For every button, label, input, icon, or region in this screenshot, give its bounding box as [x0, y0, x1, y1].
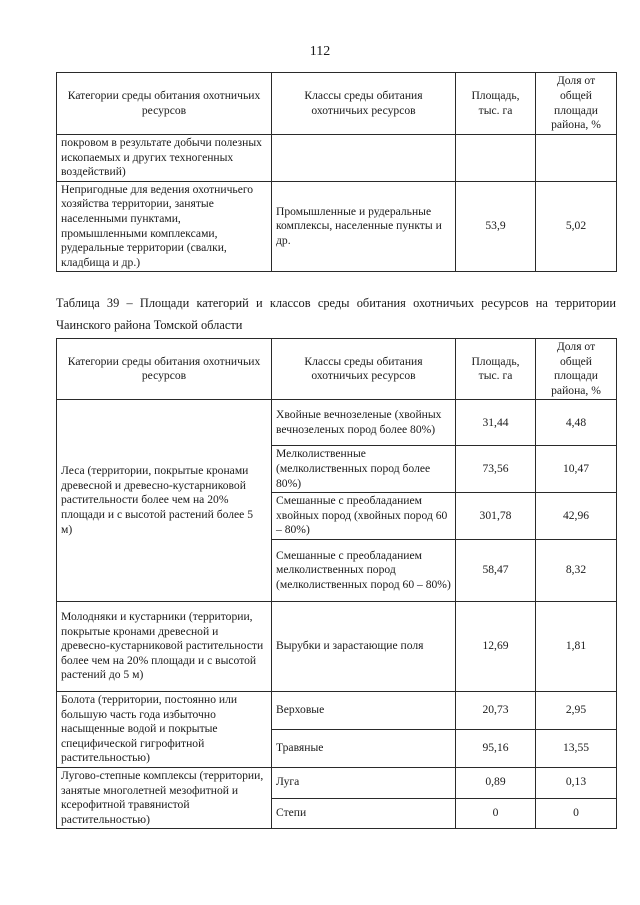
share-cell: 10,47 — [536, 446, 617, 493]
table-row — [57, 135, 617, 182]
class-cell: Хвойные вечнозеленые (хвойных вечнозеленых пород более 80%) — [272, 400, 456, 446]
area-cell: 31,44 — [456, 400, 536, 446]
class-cell: Мелколиственные (мелколиственных пород более 80%) — [272, 446, 456, 493]
header-classes: Классы среды обитания охотничьих ресурсов — [272, 73, 456, 135]
share-cell: 8,32 — [536, 539, 617, 601]
table-row — [57, 400, 617, 446]
area-cell: 12,69 — [456, 601, 536, 691]
share-cell: 2,95 — [536, 691, 617, 729]
category-cell: Непригодные для ведения охотничьего хозяйства территории, занятые населенными пунктами, промышленными комплексами, рудеральные территории (свалки, кладбища и др.) — [57, 181, 272, 272]
category-cell: Молодняки и кустарники (территории, покрытые кронами древесной и древесно-кустарниковой растительности более чем на 20% площади и с высотой растений до 5 м) — [57, 601, 272, 691]
header-area: Площадь, тыс. га — [456, 73, 536, 135]
category-cell: Болота (территории, постоянно или большую часть года избыточно насыщенные водой и покрытые специфической гигрофитной растительностью) — [57, 691, 272, 767]
area-cell: 95,16 — [456, 729, 536, 767]
area-cell: 58,47 — [456, 539, 536, 601]
class-cell: Травяные — [272, 729, 456, 767]
share-cell: 5,02 — [536, 181, 617, 272]
header-categories: Категории среды обитания охотничьих ресурсов — [57, 339, 272, 400]
class-cell: Смешанные с преобладанием хвойных пород (хвойных пород 60 – 80%) — [272, 493, 456, 540]
header-area: Площадь, тыс. га — [456, 339, 536, 400]
share-cell: 4,48 — [536, 400, 617, 446]
table-caption: Таблица 39 – Площади категорий и классов среды обитания охотничьих ресурсов на территории — [56, 296, 616, 310]
header-share: Доля от общей площади района, % — [536, 339, 617, 400]
class-cell — [272, 135, 456, 182]
class-cell: Смешанные с преобладанием мелколиственных пород (мелколиственных пород 60 – 80%) — [272, 539, 456, 601]
share-cell: 0 — [536, 798, 617, 829]
area-cell: 73,56 — [456, 446, 536, 493]
header-classes: Классы среды обитания охотничьих ресурсов — [272, 339, 456, 400]
share-cell: 42,96 — [536, 493, 617, 540]
category-cell: покровом в результате добычи полезных ископаемых и других техногенных воздействий) — [57, 135, 272, 182]
share-cell: 13,55 — [536, 729, 617, 767]
share-cell: 0,13 — [536, 767, 617, 798]
class-cell: Промышленные и рудеральные комплексы, населенные пункты и др. — [272, 181, 456, 272]
class-cell: Верховые — [272, 691, 456, 729]
table-row — [57, 767, 617, 798]
table-header-row — [57, 339, 617, 400]
area-cell: 0,89 — [456, 767, 536, 798]
class-cell: Степи — [272, 798, 456, 829]
table-row — [57, 181, 617, 272]
table-row — [57, 601, 617, 691]
header-share: Доля от общей площади района, % — [536, 73, 617, 135]
table-caption-continued: Чаинского района Томской области — [56, 318, 243, 332]
area-cell: 53,9 — [456, 181, 536, 272]
category-cell: Лугово-степные комплексы (территории, занятые многолетней мезофитной и ксерофитной травянистой растительностью) — [57, 767, 272, 828]
table-39 — [56, 338, 617, 829]
header-categories: Категории среды обитания охотничьих ресурсов — [57, 73, 272, 135]
class-cell: Луга — [272, 767, 456, 798]
area-cell — [456, 135, 536, 182]
area-cell: 301,78 — [456, 493, 536, 540]
continued-table — [56, 72, 617, 272]
area-cell: 0 — [456, 798, 536, 829]
table-header-row — [57, 73, 617, 135]
page-number: 112 — [309, 44, 331, 59]
share-cell — [536, 135, 617, 182]
share-cell: 1,81 — [536, 601, 617, 691]
class-cell: Вырубки и зарастающие поля — [272, 601, 456, 691]
table-row — [57, 691, 617, 729]
category-cell: Леса (территории, покрытые кронами древесной и древесно-кустарниковой растительности более чем на 20% площади и с высотой растений более 5 м) — [57, 400, 272, 602]
area-cell: 20,73 — [456, 691, 536, 729]
